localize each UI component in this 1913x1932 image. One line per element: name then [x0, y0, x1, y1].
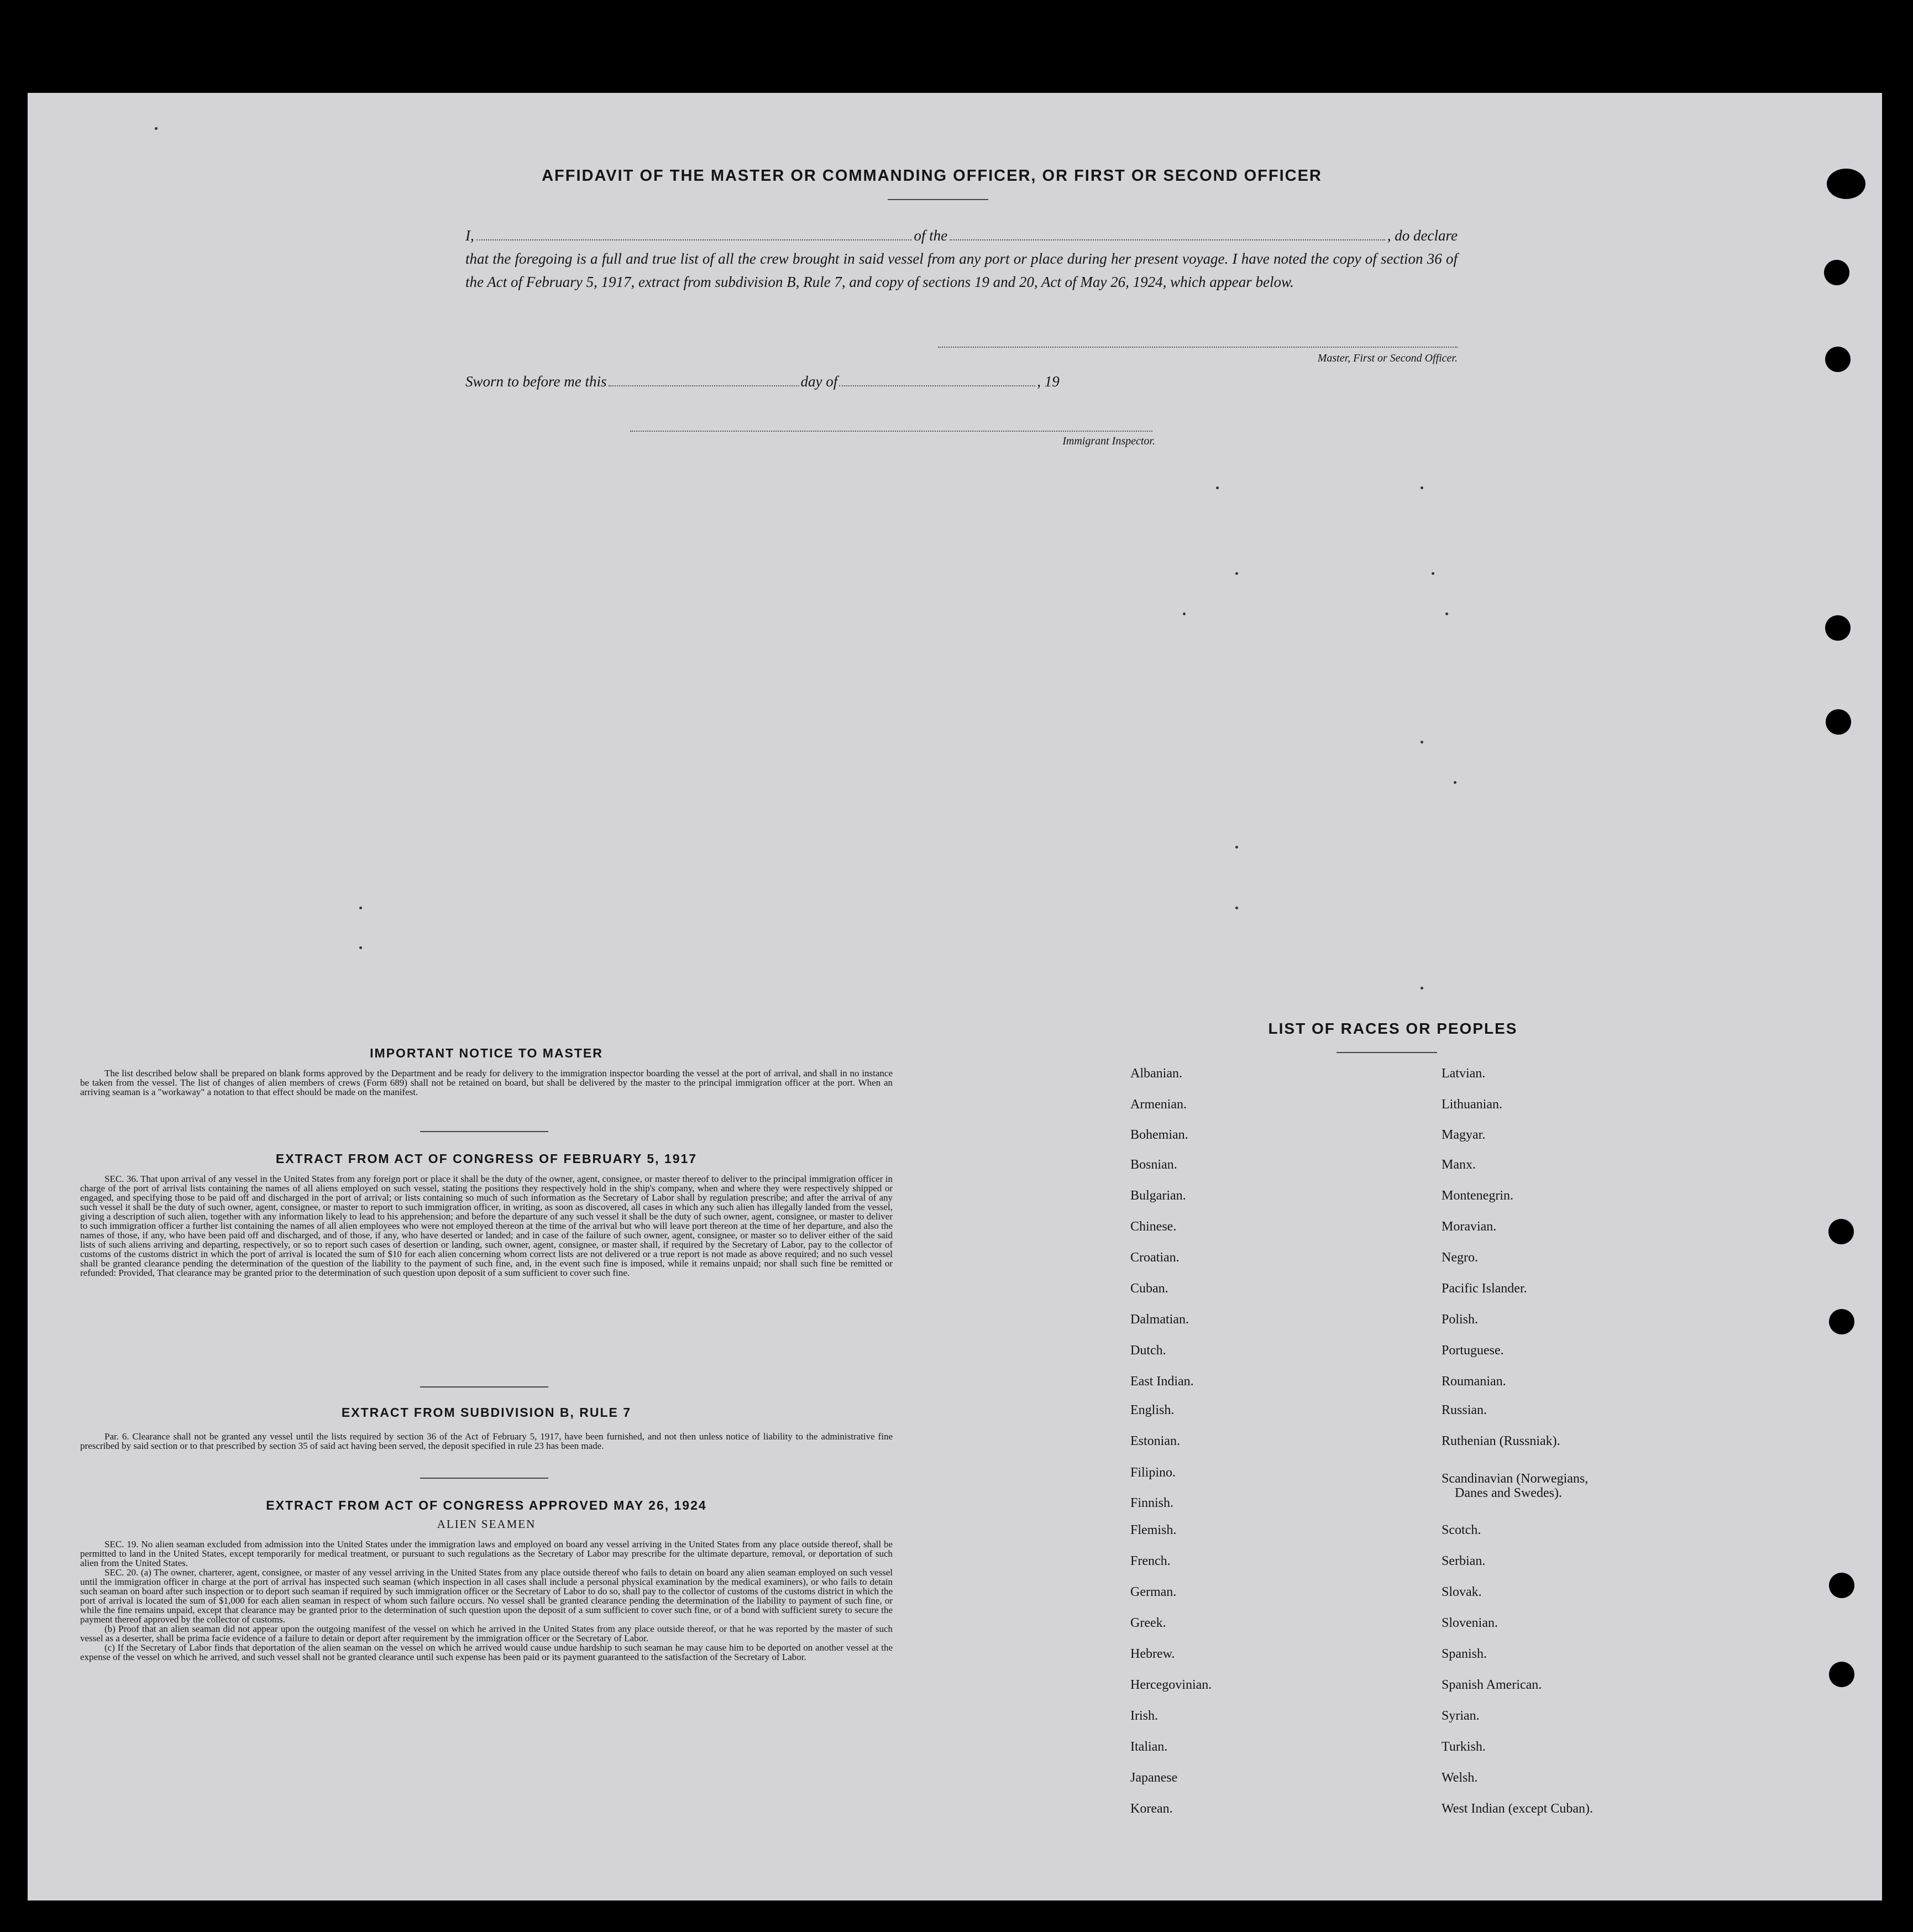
- stray-mark: [1183, 612, 1186, 615]
- race-item: Lithuanian.: [1442, 1097, 1502, 1112]
- extract-1924-text: [80, 1540, 893, 1662]
- binder-hole: [1826, 709, 1851, 735]
- stray-mark: [1454, 781, 1456, 784]
- race-item: Scandinavian (Norwegians,: [1442, 1472, 1589, 1486]
- section-20a-text: SEC. 20. (a) The owner, charterer, agent, consignee, or master of any vessel arriving in the United States from any place outside thereof who fails to detain on board any alien seaman employed on such vessel until the immigration officer in charge at the port of arrival has inspected such seaman (which inspection in all cases shall include a personal physical examination by the medical examiners), or who fails to detain such seaman on board after such inspection or to deport such seaman if required by such immigration officer or the Secretary of Labor to do so, shall pay to the collector of customs of the customs district in which the port of arrival is located the sum of $1,000 for each alien seaman in respect of whom such failure occurs. No vessel shall be granted clearance pending the determination of the liability to payment of such fine, or while the fine remains unpaid, except that clearance may be granted prior to the determination of such question upon the deposit of a sum sufficient to cover such fine, or of a bond with sufficient surety to secure the payment thereof approved by the collector of customs.: [80, 1567, 893, 1625]
- sworn-month-field[interactable]: [839, 375, 1035, 386]
- extract-1924-subtitle: ALIEN SEAMEN: [437, 1517, 536, 1531]
- stray-mark: [155, 127, 158, 130]
- officer-name-field[interactable]: [476, 228, 912, 240]
- declaration-line: [465, 224, 1458, 247]
- stray-mark: [1235, 846, 1238, 849]
- binder-hole: [1828, 1219, 1854, 1244]
- binder-hole: [1825, 615, 1851, 641]
- stray-mark: [1216, 486, 1219, 489]
- race-item: Pacific Islander.: [1442, 1281, 1527, 1296]
- section-divider: [420, 1131, 548, 1132]
- race-item: German.: [1130, 1585, 1177, 1599]
- sworn-line: [465, 373, 1096, 390]
- stray-mark: [1445, 612, 1448, 615]
- race-item: Dalmatian.: [1130, 1312, 1189, 1327]
- race-item: Croatian.: [1130, 1250, 1180, 1265]
- notice-title: IMPORTANT NOTICE TO MASTER: [370, 1046, 603, 1060]
- race-item: Welsh.: [1442, 1771, 1478, 1785]
- race-item: French.: [1130, 1554, 1171, 1568]
- inspector-signature-label: Immigrant Inspector.: [1062, 435, 1155, 447]
- binder-hole: [1829, 1573, 1854, 1598]
- affidavit-title: AFFIDAVIT OF THE MASTER OR COMMANDING OFFICER, OR FIRST OR SECOND OFFICER: [542, 167, 1322, 185]
- binder-hole: [1824, 260, 1849, 285]
- race-item: Dutch.: [1130, 1343, 1166, 1358]
- title-divider: [888, 199, 988, 200]
- stray-mark: [1421, 987, 1423, 989]
- race-item: Armenian.: [1130, 1097, 1187, 1112]
- section-20b-text: (b) Proof that an alien seaman did not appear upon the outgoing manifest of the vessel on which he arrived in the United States from any place outside thereof, or that he was reported by the master of such vessel as a deserter, shall be prima facie evidence of a failure to detain or deport after requirement by the immigration officer or the Secretary of Labor.: [80, 1624, 893, 1643]
- inspector-signature-field[interactable]: [630, 431, 1152, 432]
- stray-mark: [359, 907, 362, 909]
- stray-mark: [1235, 907, 1238, 909]
- stray-mark: [359, 946, 362, 949]
- affidavit-block: [465, 224, 1458, 294]
- race-item: Albanian.: [1130, 1066, 1182, 1081]
- vessel-name-field[interactable]: [950, 228, 1385, 240]
- section-19-text: SEC. 19. No alien seaman excluded from admission into the United States under the immigration laws and employed on board any vessel arriving in the United States from any place outside thereof, shall be permitted to land in the United States, except temporarily for medical treatment, or pursuant to such regulations as the Secretary of Labor may prescribe for the ultimate departure, removal, or deportation of such alien from the United States.: [80, 1539, 893, 1568]
- race-item: Portuguese.: [1442, 1343, 1504, 1358]
- stray-mark: [1421, 741, 1423, 744]
- declare-end: , do declare: [1387, 227, 1458, 244]
- race-item: Latvian.: [1442, 1066, 1486, 1081]
- race-item: East Indian.: [1130, 1374, 1194, 1389]
- race-item: Japanese: [1130, 1771, 1178, 1785]
- race-item: Hercegovinian.: [1130, 1678, 1212, 1692]
- race-item: Filipino.: [1130, 1465, 1176, 1480]
- race-item: Polish.: [1442, 1312, 1479, 1327]
- extract-1917-title: EXTRACT FROM ACT OF CONGRESS OF FEBRUARY 5, 1917: [275, 1151, 698, 1166]
- race-item: Korean.: [1130, 1802, 1173, 1816]
- race-item: Bosnian.: [1130, 1158, 1177, 1172]
- races-title: LIST OF RACES OR PEOPLES: [1268, 1020, 1518, 1037]
- race-item: Turkish.: [1442, 1740, 1486, 1754]
- race-item: Estonian.: [1130, 1434, 1180, 1448]
- race-item: Manx.: [1442, 1158, 1476, 1172]
- race-item: Negro.: [1442, 1250, 1478, 1265]
- race-item: Serbian.: [1442, 1554, 1486, 1568]
- race-item: Moravian.: [1442, 1219, 1497, 1234]
- section-20c-text: (c) If the Secretary of Labor finds that deportation of the alien seaman on the vessel on which he arrived would cause undue hardship to such seaman he may cause him to be deported on another vessel at the expense of the vessel on which he arrived, and such vessel shall not be granted clearance until such expense has been paid or its payment guaranteed to the satisfaction of the Secretary of Labor.: [80, 1642, 893, 1662]
- race-item: Magyar.: [1442, 1128, 1486, 1142]
- sworn-day-of: day of: [800, 373, 838, 390]
- race-item: Slovak.: [1442, 1585, 1482, 1599]
- sworn-day-field[interactable]: [609, 375, 799, 386]
- race-item: Spanish American.: [1442, 1678, 1542, 1692]
- race-item: Flemish.: [1130, 1523, 1177, 1537]
- race-item: Cuban.: [1130, 1281, 1168, 1296]
- extract-rule7-text: Par. 6. Clearance shall not be granted any vessel until the lists required by section 36 of the Act of February 5, 1917, have been furnished, and not then unless notice of liability to the administrative fine prescribed by said section or to that prescribed by section 35 of said act having been served, the deposit specified in rule 23 has been made.: [80, 1431, 893, 1451]
- race-item: Slovenian.: [1442, 1616, 1498, 1630]
- race-item: Irish.: [1130, 1709, 1158, 1723]
- binder-hole: [1825, 347, 1851, 372]
- officer-signature-label: Master, First or Second Officer.: [1317, 352, 1458, 364]
- binder-hole: [1829, 1309, 1854, 1334]
- race-item: Roumanian.: [1442, 1374, 1506, 1389]
- race-item: Chinese.: [1130, 1219, 1177, 1234]
- section-divider: [420, 1386, 548, 1388]
- declare-of-the: of the: [914, 227, 948, 244]
- binder-hole: [1829, 1662, 1854, 1687]
- races-divider: [1337, 1052, 1437, 1053]
- race-item: Spanish.: [1442, 1647, 1487, 1661]
- race-item: Scotch.: [1442, 1523, 1481, 1537]
- race-item: Bulgarian.: [1130, 1188, 1186, 1203]
- section-divider: [420, 1478, 548, 1479]
- extract-rule7-title: EXTRACT FROM SUBDIVISION B, RULE 7: [341, 1405, 632, 1420]
- stray-mark: [1421, 486, 1423, 489]
- race-item: Finnish.: [1130, 1496, 1174, 1510]
- extract-1924-title: EXTRACT FROM ACT OF CONGRESS APPROVED MAY 26, 1924: [266, 1498, 707, 1512]
- race-item: West Indian (except Cuban).: [1442, 1802, 1593, 1816]
- race-item: English.: [1130, 1403, 1175, 1417]
- declare-i: I,: [465, 227, 474, 244]
- race-item: Ruthenian (Russniak).: [1442, 1434, 1560, 1448]
- extract-1917-text: SEC. 36. That upon arrival of any vessel in the United States from any foreign port or place it shall be the duty of the owner, agent, consignee, or master thereof to deliver to the principal immigration officer in charge of the port of arrival lists containing the names of all aliens employed on such vessel, stating the positions they respectively hold in the ship's company, when and where they were respectively shipped or engaged, and specifying those to be paid off and discharged in the port of arrival; or lists containing so much of such information as the Secretary of Labor shall by regulation prescribe; and after the arrival of any such vessel it shall be the duty of such owner, agent, consignee, or master to report to such immigration officer, in writing, as soon as discovered, all cases in which any such alien has illegally landed from the vessel, giving a description of such alien, together with any information likely to lead to his apprehension; and before the departure of any such vessel it shall be the duty of such owner, agent, consignee, or master to deliver to such immigration officer a further list containing the names of all alien employees who were not employed thereon at the time of the arrival but who will leave port thereon at the time of her departure, and also the names of those, if any, who have been paid off and discharged, and of those, if any, who have deserted or landed; and in case of the failure of such owner, agent, consignee, or master so to deliver either of the said lists of such aliens arriving and departing, respectively, or so to report such cases of desertion or landing, such owner, agent, consignee, or master shall, if required by the Secretary of Labor, pay to the collector of customs of the customs district in which the port of arrival is located the sum of $10 for each alien concerning whom correct lists are not delivered or a true report is not made as above required; and no such vessel shall be granted clearance pending the determination of the question of the liability to the payment of such fine, and, in the event such fine is imposed, while it remains unpaid; nor shall such fine be remitted or refunded: Provided, That clearance may be granted prior to the determination of such question upon deposit of a sum sufficient to cover such fine.: [80, 1174, 893, 1278]
- sworn-year: , 19: [1037, 373, 1060, 390]
- race-item: Syrian.: [1442, 1709, 1480, 1723]
- race-item: Montenegrin.: [1442, 1188, 1513, 1203]
- race-item: Russian.: [1442, 1403, 1487, 1417]
- officer-signature-field[interactable]: [938, 347, 1458, 348]
- race-item: Hebrew.: [1130, 1647, 1175, 1661]
- sworn-prefix: Sworn to before me this: [465, 373, 607, 390]
- race-item: Italian.: [1130, 1740, 1168, 1754]
- affidavit-statement: that the foregoing is a full and true list of all the crew brought in said vessel from any port or place during her present voyage. I have noted the copy of section 36 of the Act of February 5, 1917, extract from subdivision B, Rule 7, and copy of sections 19 and 20, Act of May 26, 1924, which appear below.: [465, 250, 1458, 290]
- notice-text: The list described below shall be prepared on blank forms approved by the Department and be ready for delivery to the immigration inspector boarding the vessel at the port of arrival, and shall in no instance be taken from the vessel. The list of changes of alien members of crews (Form 689) shall not be retained on board, but shall be delivered by the master to the principal immigration officer at the port. When an arriving seaman is a "workaway" a notation to that effect should be made on the manifest.: [80, 1068, 893, 1097]
- stray-mark: [1235, 572, 1238, 575]
- stray-mark: [1432, 572, 1434, 575]
- race-item: Danes and Swedes).: [1455, 1486, 1562, 1500]
- race-item: Greek.: [1130, 1616, 1166, 1630]
- race-item: Bohemian.: [1130, 1128, 1188, 1142]
